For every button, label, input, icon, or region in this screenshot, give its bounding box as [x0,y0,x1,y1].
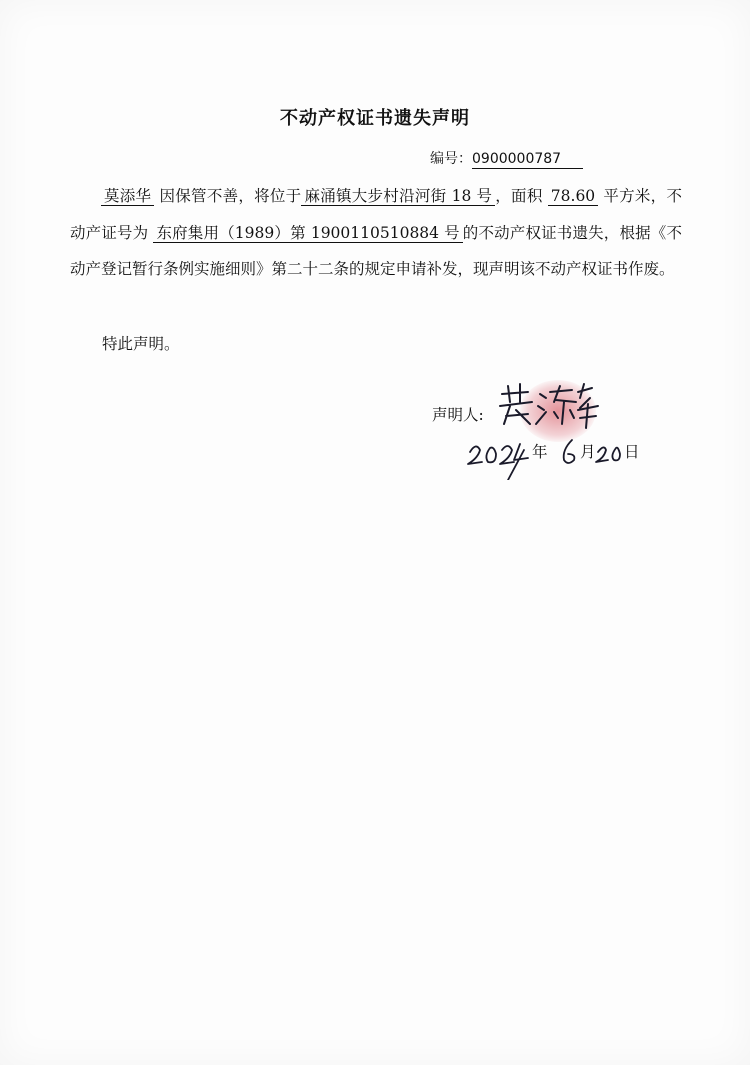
property-address: 麻涌镇大步村沿河街 18 号 [301,187,495,206]
declarant-name: 莫添华 [101,187,154,206]
body-text-4: 的不动产权证书遗失，根据《不动产登记暂行条例实施细则》第二十二条的规定申请补发，现声明该不动产权证书作废。 [70,223,682,278]
serial-number-row [430,148,583,169]
date-year-suffix: 年 [532,443,548,461]
body-text-1: 因保管不善，将位于 [159,187,302,205]
body-text-3: 平方米，不动产证号为 [70,187,682,242]
handwritten-date [460,430,660,480]
date-month-suffix: 月 [580,443,596,461]
body-text-2: ，面积 [495,187,543,205]
serial-label: 编号： [430,151,472,167]
declarant-label: 声明人: [432,406,484,424]
serial-number: 0900000787 [472,150,583,169]
closing-statement: 特此声明。 [102,335,180,353]
document-title: 不动产权证书遗失声明 [280,108,470,129]
declaration-body [70,178,682,288]
declaration-paragraph [70,178,682,288]
certificate-number: 东府集用（1989）第 1900110510884 号 [153,224,462,243]
date-day-suffix: 日 [624,443,640,461]
property-area: 78.60 [548,187,598,206]
